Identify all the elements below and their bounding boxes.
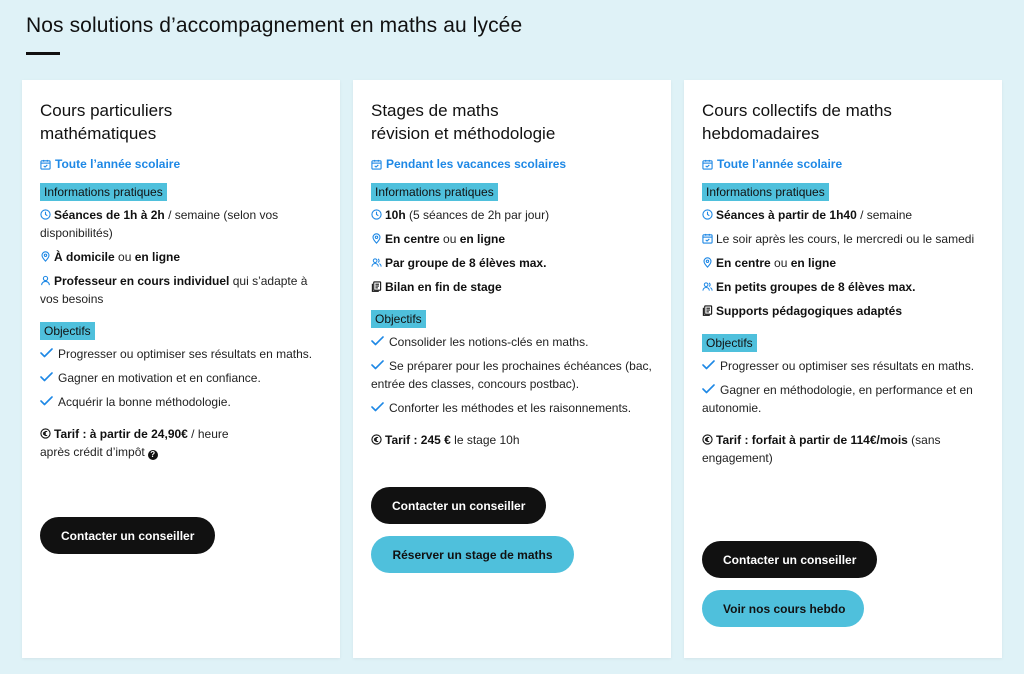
info-line <box>371 230 653 248</box>
period-label: Pendant les vacances scolaires <box>386 157 567 171</box>
book-stage-button[interactable]: Réserver un stage de maths <box>371 536 574 573</box>
objective-text: Se préparer pour les prochaines échéances (bac, entrée des classes, concours postbac). <box>371 359 652 391</box>
info-text: / semaine (selon vos disponibilités) <box>40 208 279 240</box>
tag-informations-pratiques: Informations pratiques <box>40 183 167 201</box>
checkmark-icon <box>371 333 384 343</box>
objective-text: Gagner en méthodologie, en performance et en autonomie. <box>702 383 973 415</box>
objective-item <box>702 381 984 417</box>
info-bold: Séances de 1h à 2h <box>54 208 165 222</box>
objective-text: Progresser ou optimiser ses résultats en maths. <box>58 347 313 361</box>
title-underline <box>26 52 60 55</box>
clock-icon <box>702 207 713 218</box>
euro-icon <box>40 426 51 437</box>
view-weekly-courses-button[interactable]: Voir nos cours hebdo <box>702 590 864 627</box>
info-text: ou <box>439 232 460 246</box>
objective-text: Acquérir la bonne méthodologie. <box>58 395 231 409</box>
card-period <box>371 157 653 171</box>
tarif <box>371 431 653 449</box>
objective-text: Gagner en motivation et en confiance. <box>58 371 261 385</box>
info-line <box>40 248 322 266</box>
checkmark-icon <box>40 369 53 379</box>
checkmark-icon <box>40 345 53 355</box>
info-line <box>371 278 653 296</box>
info-text: ou <box>770 256 791 270</box>
page-title: Nos solutions d’accompagnement en maths au lycée <box>26 14 523 37</box>
tarif-detail: le stage 10h <box>450 433 520 447</box>
info-bold: 10h <box>385 208 406 222</box>
objective-item <box>40 345 322 363</box>
tarif-price: Tarif : à partir de 24,90€ <box>54 427 188 441</box>
card-title: Cours collectifs de maths hebdomadaires <box>702 101 892 143</box>
euro-icon <box>702 432 713 443</box>
calendar-icon <box>371 159 382 170</box>
document-icon <box>371 279 382 290</box>
users-icon <box>371 255 382 266</box>
tag-objectifs: Objectifs <box>371 310 426 328</box>
info-bold: À domicile <box>54 250 115 264</box>
checkmark-icon <box>702 381 715 391</box>
tag-objectifs: Objectifs <box>40 322 95 340</box>
location-pin-icon <box>702 255 713 266</box>
info-line <box>702 230 984 248</box>
tarif-price: Tarif : 245 € <box>385 433 451 447</box>
info-text: Le soir après les cours, le mercredi ou le samedi <box>716 232 975 246</box>
objective-item <box>371 399 653 417</box>
tag-informations-pratiques: Informations pratiques <box>702 183 829 201</box>
checkmark-icon <box>371 399 384 409</box>
location-pin-icon <box>371 231 382 242</box>
info-line <box>702 206 984 224</box>
objective-text: Consolider les notions-clés en maths. <box>389 335 589 349</box>
calendar-icon <box>702 159 713 170</box>
tarif <box>702 431 984 467</box>
info-line <box>702 254 984 272</box>
info-bold: Bilan en fin de stage <box>385 280 502 294</box>
objective-item <box>702 357 984 375</box>
info-bold: Professeur en cours individuel <box>54 274 230 288</box>
euro-icon <box>371 432 382 443</box>
info-line <box>702 302 984 320</box>
calendar-icon <box>702 231 713 242</box>
contact-advisor-button[interactable]: Contacter un conseiller <box>40 517 215 554</box>
tarif-detail: (sans engagement) <box>702 433 941 465</box>
tarif-note: après crédit d’impôt <box>40 445 145 459</box>
card-title: Stages de maths révision et méthodologie <box>371 101 556 143</box>
tarif <box>40 425 322 461</box>
objectifs-section <box>371 310 653 333</box>
info-line <box>702 278 984 296</box>
checkmark-icon <box>40 393 53 403</box>
objectifs-section <box>40 322 322 345</box>
objective-item <box>40 393 322 411</box>
tarif-price: Tarif : forfait à partir de 114€/mois <box>716 433 908 447</box>
checkmark-icon <box>702 357 715 367</box>
users-icon <box>702 279 713 290</box>
objectifs-section <box>702 334 984 357</box>
info-bold: Supports pédagogiques adaptés <box>716 304 903 318</box>
location-pin-icon <box>40 249 51 260</box>
info-text: ou <box>114 250 135 264</box>
info-text: qui s’adapte à vos besoins <box>40 274 308 306</box>
contact-advisor-button[interactable]: Contacter un conseiller <box>702 541 877 578</box>
user-icon <box>40 273 51 284</box>
clock-icon <box>371 207 382 218</box>
info-bold: En centre <box>716 256 771 270</box>
document-icon <box>702 303 713 314</box>
solution-card <box>22 80 340 658</box>
info-text: (5 séances de 2h par jour) <box>405 208 550 222</box>
info-bold: En centre <box>385 232 440 246</box>
info-bold: Par groupe de 8 élèves max. <box>385 256 547 270</box>
objective-item <box>40 369 322 387</box>
clock-icon <box>40 207 51 218</box>
solution-card <box>353 80 671 658</box>
info-bold: Séances à partir de 1h40 <box>716 208 857 222</box>
tarif-detail: / heure <box>187 427 229 441</box>
info-line <box>40 272 322 308</box>
period-label: Toute l’année scolaire <box>717 157 843 171</box>
info-line <box>40 206 322 242</box>
checkmark-icon <box>371 357 384 367</box>
info-bold: En petits groupes de 8 élèves max. <box>716 280 916 294</box>
tag-informations-pratiques: Informations pratiques <box>371 183 498 201</box>
info-line <box>371 206 653 224</box>
info-bold: en ligne <box>790 256 837 270</box>
help-icon[interactable]: ? <box>148 450 158 460</box>
card-period <box>702 157 984 171</box>
card-period <box>40 157 322 171</box>
contact-advisor-button[interactable]: Contacter un conseiller <box>371 487 546 524</box>
objective-item <box>371 357 653 393</box>
objective-item <box>371 333 653 351</box>
info-line <box>371 254 653 272</box>
card-title: Cours particuliers mathématiques <box>40 101 173 143</box>
period-label: Toute l’année scolaire <box>55 157 181 171</box>
info-bold: en ligne <box>134 250 181 264</box>
objective-text: Conforter les méthodes et les raisonnements. <box>389 401 632 415</box>
info-text: / semaine <box>856 208 913 222</box>
info-bold: en ligne <box>459 232 506 246</box>
calendar-icon <box>40 159 51 170</box>
tag-objectifs: Objectifs <box>702 334 757 352</box>
solution-card <box>684 80 1002 658</box>
objective-text: Progresser ou optimiser ses résultats en maths. <box>720 359 975 373</box>
